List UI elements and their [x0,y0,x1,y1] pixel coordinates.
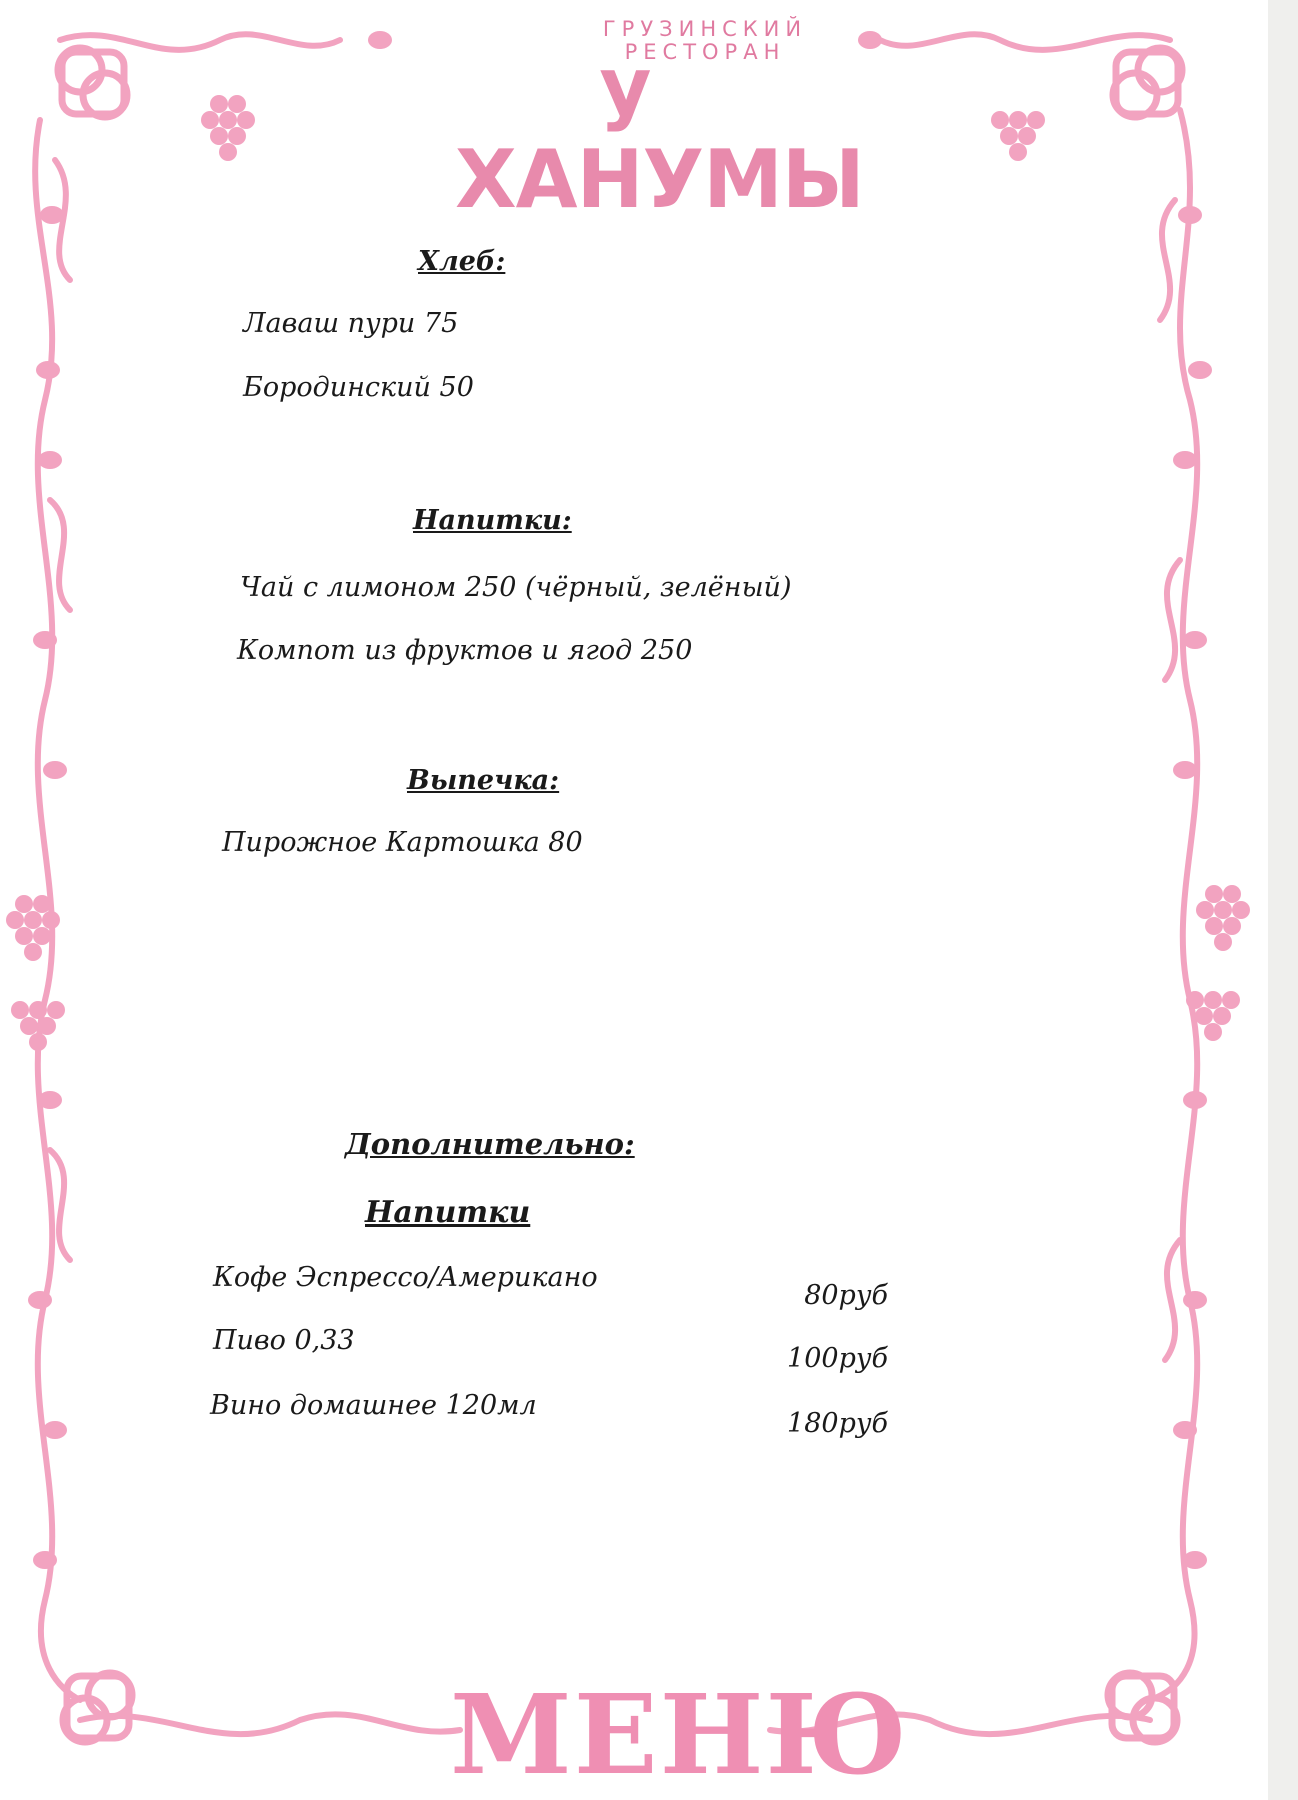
pastry-item-0: Пирожное Картошка 80 [222,827,583,858]
extra-heading: Дополнительно: [345,1127,635,1161]
drinks-heading: Напитки: [413,505,572,536]
extra-item-1-name: Пиво 0,33 [213,1325,355,1356]
logo-subtitle-line2: РЕСТОРАН [624,40,786,64]
extra-subheading: Напитки [365,1195,531,1230]
extra-item-1-price: 100руб [787,1343,888,1374]
logo-subtitle-line1: ГРУЗИНСКИЙ [602,17,808,41]
extra-item-2-price: 180руб [787,1408,888,1439]
drinks-item-0: Чай с лимоном 250 (чёрный, зелёный) [240,572,792,603]
logo-name: у ХАНУМЫ [455,40,864,226]
extra-item-2-name: Вино домашнее 120мл [210,1390,537,1421]
bread-heading: Хлеб: [418,246,506,277]
bread-item-1: Бородинский 50 [243,372,474,403]
extra-item-0-price: 80руб [804,1280,888,1311]
bleed-through-text [680,195,689,228]
pastry-heading: Выпечка: [407,765,560,796]
bread-item-0: Лаваш пури 75 [243,308,459,339]
menu-title: МЕНЮ [450,1670,910,1799]
drinks-item-1: Компот из фруктов и ягод 250 [237,635,693,666]
extra-item-0-name: Кофе Эспрессо/Американо [213,1262,598,1293]
